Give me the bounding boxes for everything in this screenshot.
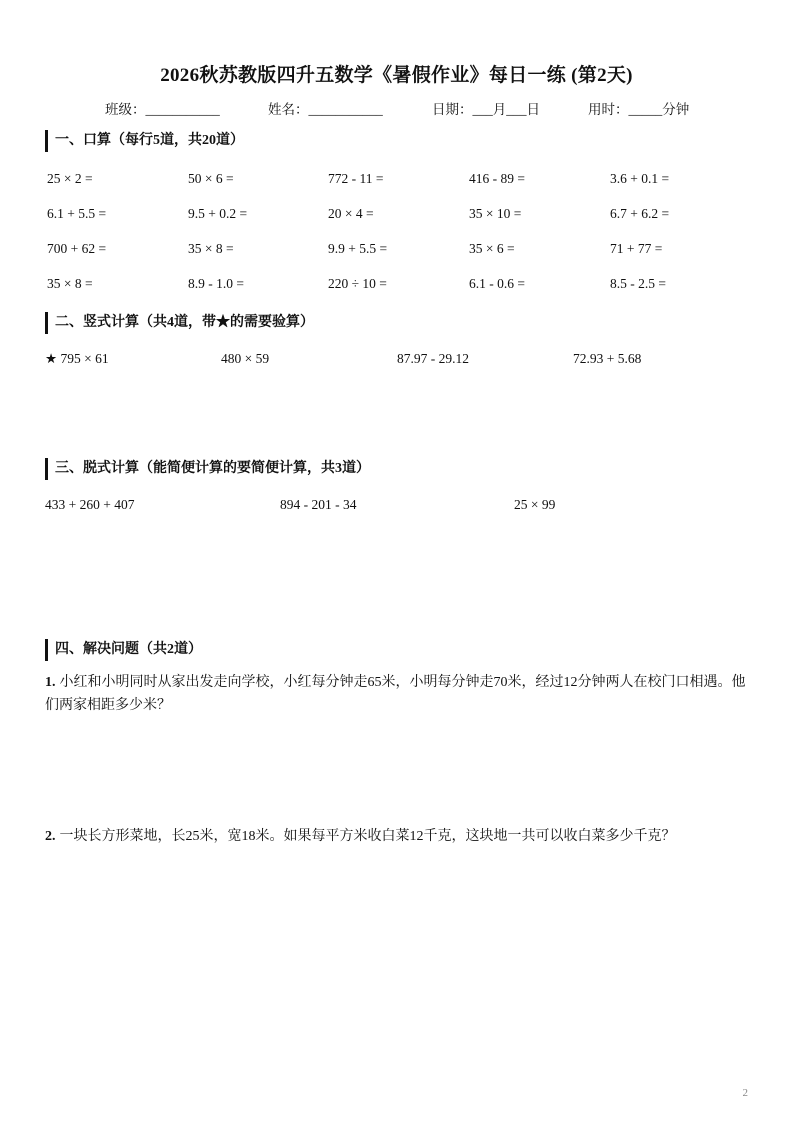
stepwise-item: 894 - 201 - 34 <box>280 497 357 512</box>
word-problem <box>45 825 750 848</box>
name-blank[interactable]: ___________ <box>308 102 383 117</box>
time-used-field[interactable] <box>588 98 689 118</box>
name-field[interactable] <box>268 98 383 118</box>
stepwise-item: 25 × 99 <box>514 497 556 512</box>
date-field[interactable] <box>432 98 540 118</box>
date-blank[interactable]: ___月___日 <box>472 102 540 117</box>
oral-item: 20 × 4 = <box>328 206 374 221</box>
oral-item: 8.5 - 2.5 = <box>610 276 666 291</box>
oral-item: 700 + 62 = <box>47 241 107 256</box>
class-field[interactable] <box>105 98 220 118</box>
page-title: 2026秋苏教版四升五数学《暑假作业》每日一练 (第2天) <box>160 65 633 86</box>
class-label: 班级： <box>105 102 146 117</box>
oral-item: 35 × 8 = <box>47 276 93 291</box>
page-number: 2 <box>742 1087 748 1099</box>
section-stepwise-header: 三、脱式计算（能简便计算的要简便计算，共3道） <box>45 458 370 480</box>
oral-item: 35 × 8 = <box>188 241 234 256</box>
oral-item: 35 × 6 = <box>469 241 515 256</box>
oral-item: 8.9 - 1.0 = <box>188 276 244 291</box>
oral-item: 35 × 10 = <box>469 206 522 221</box>
oral-item: 25 × 2 = <box>47 171 93 186</box>
time-used-blank[interactable]: _____分钟 <box>628 102 690 117</box>
section-problems-header: 四、解决问题（共2道） <box>45 639 202 661</box>
section-oral-header: 一、口算（每行5道，共20道） <box>45 130 244 152</box>
name-label: 姓名： <box>268 102 309 117</box>
date-label: 日期： <box>432 102 473 117</box>
stepwise-item: 433 + 260 + 407 <box>45 497 135 512</box>
word-problem <box>45 671 750 717</box>
info-row <box>0 98 793 118</box>
vertical-item: ★ 795 × 61 <box>45 351 109 366</box>
time-used-label: 用时： <box>588 102 629 117</box>
oral-item: 6.7 + 6.2 = <box>610 206 670 221</box>
oral-item: 220 ÷ 10 = <box>328 276 387 291</box>
oral-item: 9.5 + 0.2 = <box>188 206 248 221</box>
problem-text: 小红和小明同时从家出发走向学校，小红每分钟走65米，小明每分钟走70米，经过12分钟两人在校门口相遇。他们两家相距多少米？ <box>45 675 746 713</box>
vertical-item: 480 × 59 <box>221 351 270 366</box>
oral-item: 9.9 + 5.5 = <box>328 241 388 256</box>
oral-item: 6.1 + 5.5 = <box>47 206 107 221</box>
oral-item: 416 - 89 = <box>469 171 525 186</box>
class-blank[interactable]: ___________ <box>145 102 220 117</box>
oral-item: 71 + 77 = <box>610 241 663 256</box>
oral-item: 772 - 11 = <box>328 171 384 186</box>
problem-number: 1. <box>45 675 56 690</box>
oral-item: 6.1 - 0.6 = <box>469 276 525 291</box>
oral-item: 3.6 + 0.1 = <box>610 171 670 186</box>
vertical-item: 72.93 + 5.68 <box>573 351 642 366</box>
problem-text: 一块长方形菜地，长25米，宽18米。如果每平方米收白菜12千克，这块地一共可以收白菜多少千克？ <box>59 829 676 844</box>
problem-number: 2. <box>45 829 56 844</box>
vertical-item: 87.97 - 29.12 <box>397 351 469 366</box>
oral-item: 50 × 6 = <box>188 171 234 186</box>
section-vertical-header: 二、竖式计算（共4道，带★的需要验算） <box>45 312 314 334</box>
